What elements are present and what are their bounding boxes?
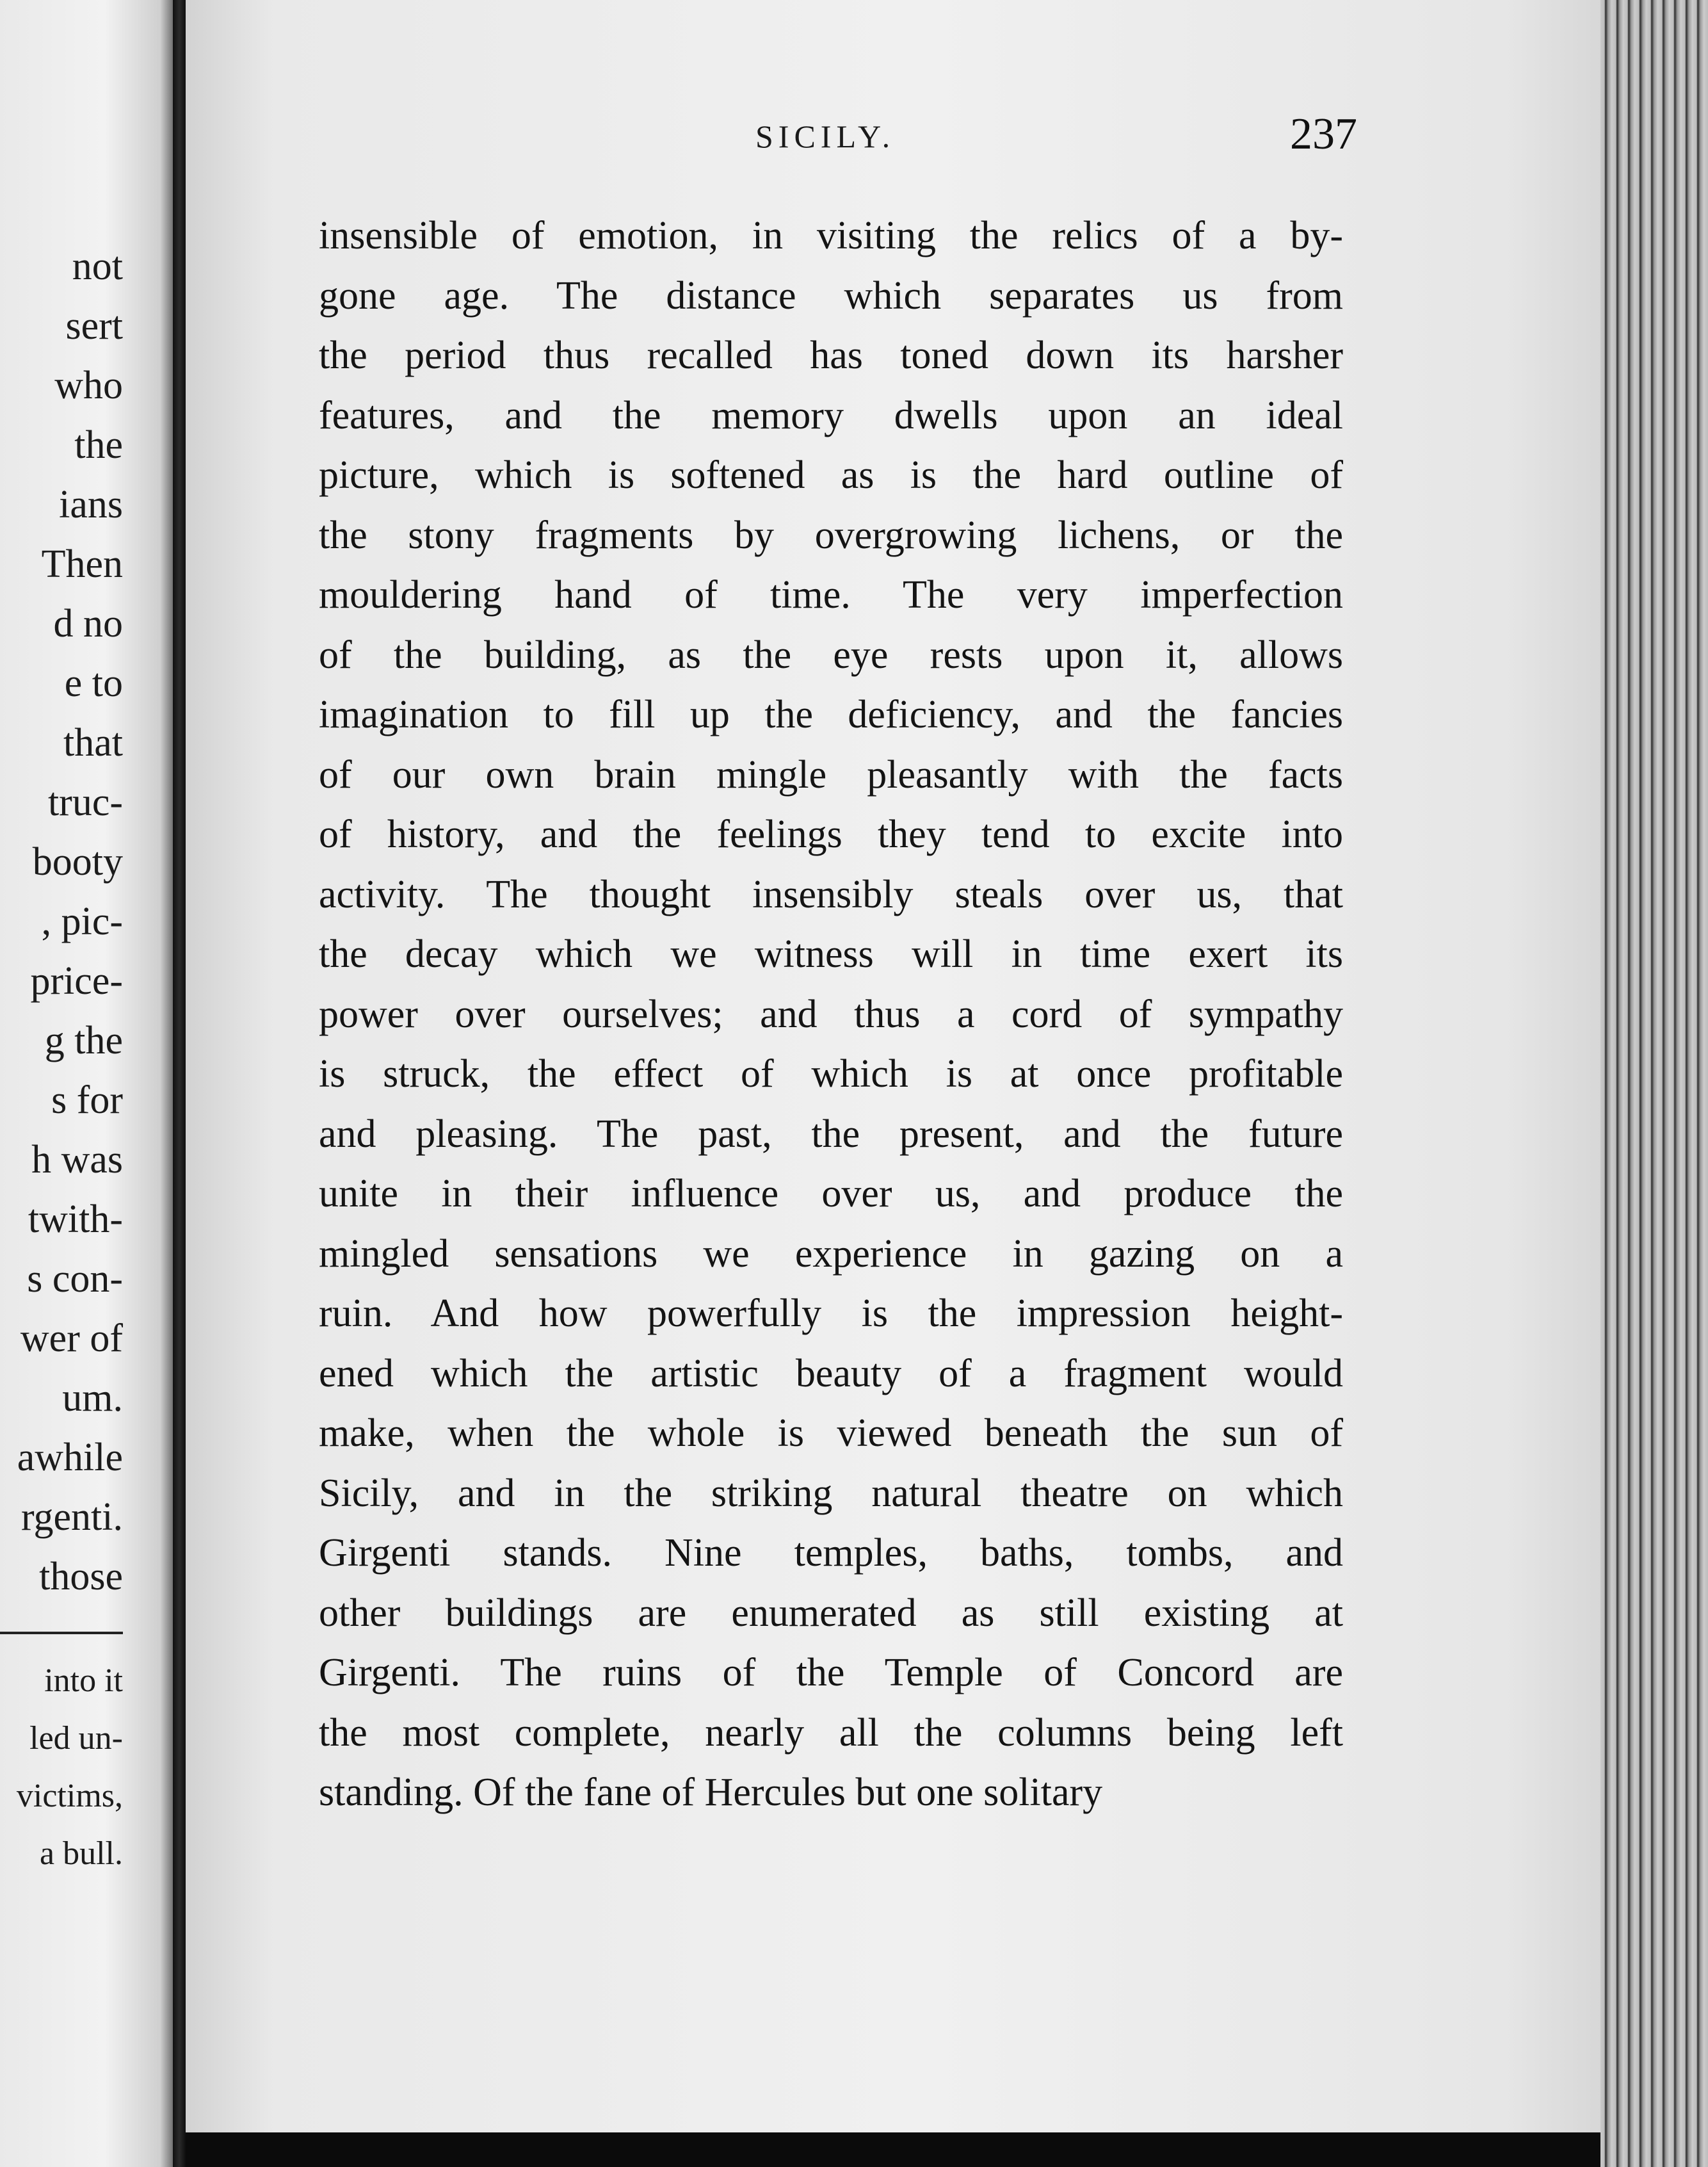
text-line: the period thus recalled has toned down its harsher: [319, 334, 1343, 377]
footnote-rule: [0, 1632, 123, 1634]
body-text: [319, 206, 1343, 1823]
text-line: the stony fragments by overgrowing lichens, or the: [319, 513, 1343, 557]
left-page-line: wer of: [20, 1317, 123, 1360]
left-page-footnotes: [17, 1652, 123, 1883]
left-page-line: truc-: [47, 781, 123, 824]
text-line: of history, and the feelings they tend to excite into: [319, 813, 1343, 856]
text-line: gone age. The distance which separates us from: [319, 273, 1343, 318]
left-page-line: g the: [44, 1019, 123, 1062]
left-page-line: who: [54, 364, 123, 407]
text-line: ened which the artistic beauty of a fragment would: [319, 1351, 1343, 1395]
text-line: of our own brain mingle pleasantly with the facts: [319, 752, 1343, 797]
page-edges: [1600, 0, 1708, 2167]
page-number: 237: [1290, 110, 1357, 159]
left-page-line: price-: [30, 959, 123, 1003]
left-page-line: s con-: [27, 1257, 123, 1301]
text-line: and pleasing. The past, the present, and the future: [319, 1112, 1343, 1156]
text-line: make, when the whole is viewed beneath the sun of: [319, 1411, 1343, 1455]
left-page-line: the: [74, 423, 123, 467]
left-page-line: not: [72, 245, 123, 288]
left-page-line: h was: [31, 1138, 123, 1181]
left-page-line: twith-: [28, 1197, 123, 1241]
text-line: Sicily, and in the striking natural theatre on which: [319, 1471, 1343, 1515]
running-head-title: SICILY.: [755, 118, 896, 154]
left-page-line: , pic-: [41, 900, 123, 943]
text-line: ruin. And how powerfully is the impression height-: [319, 1292, 1343, 1335]
left-page-text: [17, 237, 123, 1607]
footnote-line: into it: [44, 1662, 123, 1699]
running-head: [186, 109, 1357, 173]
text-line: picture, which is softened as is the hard outline of: [319, 453, 1343, 497]
left-page-line: sert: [65, 304, 123, 348]
text-line: activity. The thought insensibly steals over us, that: [319, 872, 1343, 916]
text-line: standing. Of the fane of Hercules but one solitary: [319, 1771, 1103, 1814]
left-page-line: s for: [51, 1078, 123, 1122]
left-page-line: d no: [53, 602, 123, 645]
text-line: power over ourselves; and thus a cord of sympathy: [319, 992, 1343, 1036]
text-line: imagination to fill up the deficiency, and the fancies: [319, 693, 1343, 736]
text-line: the most complete, nearly all the columns being left: [319, 1710, 1343, 1755]
footnote-line: victims,: [16, 1778, 123, 1814]
left-page-line: rgenti.: [21, 1495, 123, 1539]
text-line: unite in their influence over us, and produce the: [319, 1172, 1343, 1215]
text-line: the decay which we witness will in time exert its: [319, 932, 1343, 976]
left-page-line: e to: [64, 661, 123, 705]
text-line: mingled sensations we experience in gazing on a: [319, 1231, 1343, 1276]
left-page-line: Then: [41, 542, 123, 586]
text-line: features, and the memory dwells upon an ideal: [319, 393, 1343, 437]
left-page: [0, 0, 174, 2167]
footnote-line: a bull.: [40, 1835, 123, 1872]
text-line: insensible of emotion, in visiting the relics of a by-: [319, 214, 1343, 257]
text-line: mouldering hand of time. The very imperfection: [319, 573, 1343, 617]
left-page-line: ians: [59, 483, 123, 526]
text-line: of the building, as the eye rests upon it, allows: [319, 633, 1343, 677]
footnote-line: led un-: [29, 1720, 123, 1757]
left-page-line: awhile: [17, 1436, 123, 1479]
left-page-line: that: [63, 721, 123, 765]
text-line: Girgenti stands. Nine temples, baths, tombs, and: [319, 1531, 1343, 1575]
text-line: Girgenti. The ruins of the Temple of Concord are: [319, 1651, 1343, 1694]
left-page-line: um.: [62, 1376, 123, 1420]
text-line: is struck, the effect of which is at once profitable: [319, 1052, 1343, 1096]
left-page-line: booty: [32, 840, 123, 884]
text-line: other buildings are enumerated as still existing at: [319, 1591, 1343, 1635]
book-gutter: [173, 0, 186, 2167]
left-page-line: those: [39, 1555, 123, 1598]
